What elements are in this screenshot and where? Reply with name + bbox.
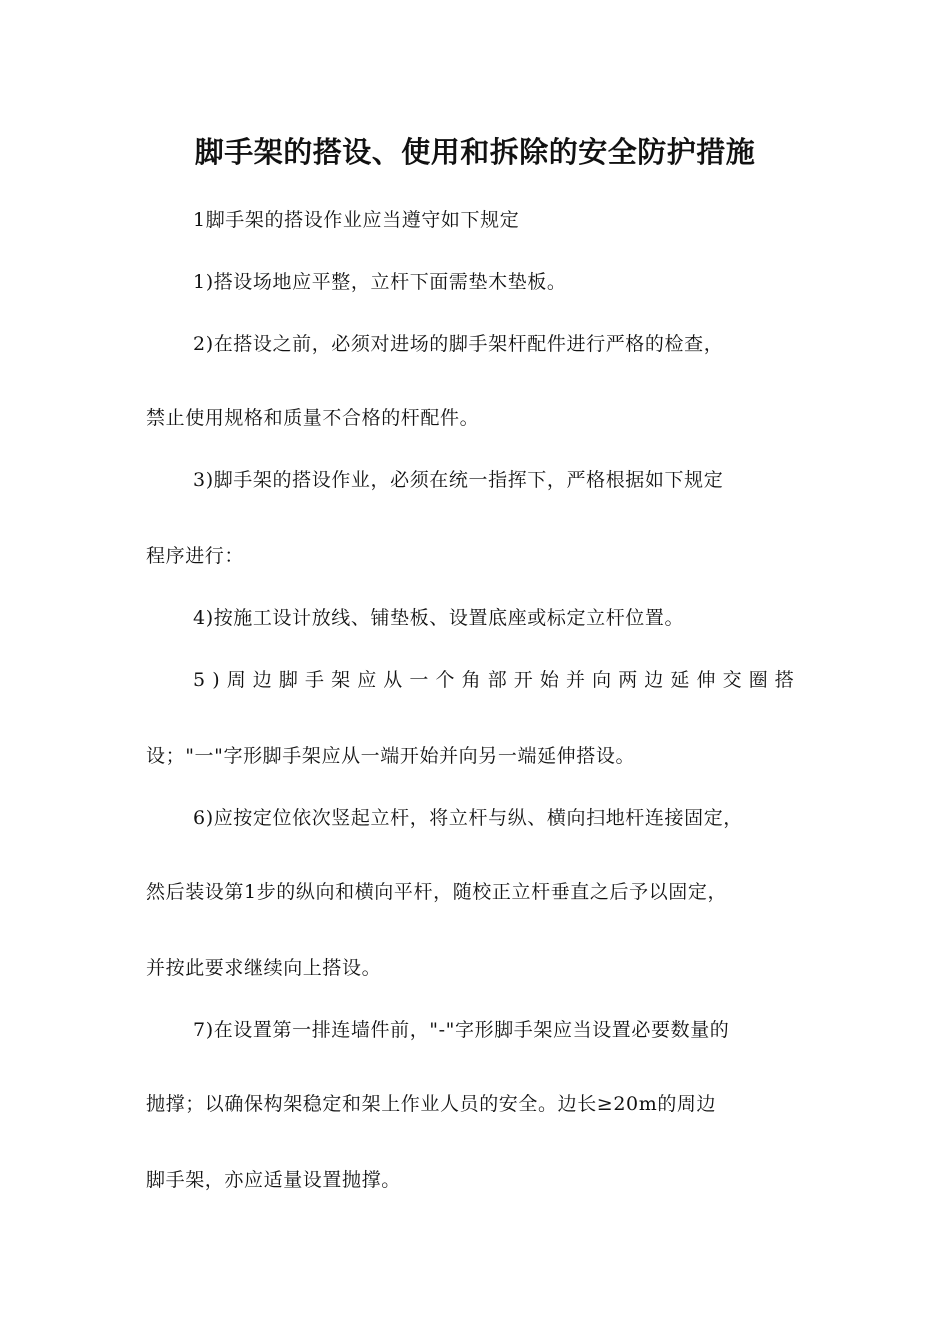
section-heading: 1脚手架的搭设作业应当遵守如下规定 xyxy=(193,209,520,231)
paragraph-line: 1)搭设场地应平整，立杆下面需垫木垫板。 xyxy=(193,271,567,293)
paragraph-line: 4)按施工设计放线、铺垫板、设置底座或标定立杆位置。 xyxy=(193,607,685,629)
document-title: 脚手架的搭设、使用和拆除的安全防护措施 xyxy=(194,135,756,169)
paragraph-line: 设；"一"字形脚手架应从一端开始并向另一端延伸搭设。 xyxy=(146,745,636,767)
paragraph-line: 并按此要求继续向上搭设。 xyxy=(146,957,382,979)
paragraph-line: 7)在设置第一排连墙件前，"-"字形脚手架应当设置必要数量的 xyxy=(193,1019,730,1041)
paragraph-line: 5)周边脚手架应从一个角部开始并向两边延伸交圈搭 xyxy=(193,669,801,691)
paragraph-line: 3)脚手架的搭设作业，必须在统一指挥下，严格根据如下规定 xyxy=(193,469,724,491)
paragraph-line: 脚手架，亦应适量设置抛撑。 xyxy=(146,1169,401,1191)
paragraph-line: 抛撑；以确保构架稳定和架上作业人员的安全。边长≥20m的周边 xyxy=(146,1093,717,1115)
paragraph-line: 禁止使用规格和质量不合格的杆配件。 xyxy=(146,407,480,429)
paragraph-line: 程序进行： xyxy=(146,545,245,567)
paragraph-line: 6)应按定位依次竖起立杆，将立杆与纵、横向扫地杆连接固定， xyxy=(193,807,743,829)
paragraph-line: 2)在搭设之前，必须对进场的脚手架杆配件进行严格的检查， xyxy=(193,333,724,355)
paragraph-line: 然后装设第1步的纵向和横向平杆，随校正立杆垂直之后予以固定， xyxy=(146,881,728,903)
